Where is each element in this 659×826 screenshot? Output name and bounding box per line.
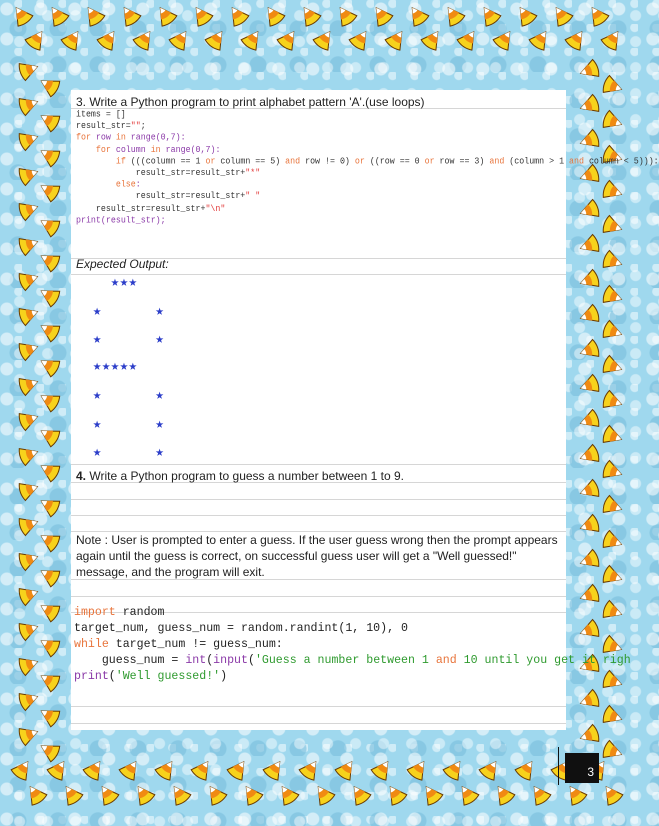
expected-output-label: Expected Output:: [76, 257, 169, 271]
candy-corn-icon: [528, 27, 553, 52]
candy-corn-icon: [117, 3, 142, 28]
code-line: while target_num != guess_num:: [74, 638, 283, 651]
candy-corn-icon: [17, 548, 40, 571]
candy-corn-icon: [578, 584, 601, 607]
candy-corn-icon: [578, 199, 601, 222]
candy-corn-icon: [262, 757, 287, 782]
candy-corn-icon: [601, 740, 624, 763]
candy-corn-icon: [37, 493, 62, 518]
candy-corn-icon: [601, 215, 624, 238]
candy-corn-icon: [189, 3, 214, 28]
candy-corn-icon: [492, 27, 517, 52]
candy-corn-icon: [405, 3, 430, 28]
candy-corn-icon: [37, 108, 62, 133]
candy-corn-icon: [456, 27, 481, 52]
candy-corn-icon: [95, 782, 120, 807]
candy-corn-icon: [601, 425, 624, 448]
code-line: else:: [115, 180, 141, 191]
candy-corn-icon: [601, 460, 624, 483]
candy-corn-icon: [578, 269, 601, 292]
candy-corn-icon: [578, 409, 601, 432]
candy-corn-icon: [17, 268, 40, 291]
candy-corn-icon: [601, 75, 624, 98]
candy-corn-icon: [334, 757, 359, 782]
code-line: target_num, guess_num = random.randint(1, 10), 0: [74, 622, 408, 635]
candy-corn-icon: [601, 565, 624, 588]
candy-corn-icon: [578, 374, 601, 397]
question-4-text: Write a Python program to guess a number between 1 to 9.: [86, 469, 404, 483]
candy-corn-icon: [45, 3, 70, 28]
candy-corn-icon: [10, 757, 35, 782]
question-4-title: [76, 469, 404, 483]
candy-corn-icon: [17, 128, 40, 151]
candy-corn-icon: [514, 757, 539, 782]
candy-corn-icon: [369, 3, 394, 28]
candy-corn-icon: [563, 782, 588, 807]
candy-corn-icon: [601, 110, 624, 133]
candy-corn-icon: [203, 782, 228, 807]
candy-corn-icon: [261, 3, 286, 28]
code-line: guess_num = int(input('Guess a number between 1 and 10 until you get it righ: [74, 654, 631, 667]
candy-corn-icon: [601, 250, 624, 273]
page-number: 3: [587, 765, 594, 779]
candy-corn-icon: [601, 180, 624, 203]
candy-corn-icon: [17, 93, 40, 116]
candy-corn-icon: [37, 178, 62, 203]
candy-corn-icon: [37, 318, 62, 343]
candy-corn-icon: [17, 338, 40, 361]
candy-corn-icon: [225, 3, 250, 28]
candy-corn-icon: [81, 3, 106, 28]
candy-corn-icon: [17, 688, 40, 711]
candy-corn-icon: [333, 3, 358, 28]
candy-corn-icon: [578, 339, 601, 362]
candy-corn-icon: [585, 3, 610, 28]
candy-corn-icon: [131, 782, 156, 807]
code-line: result_str=result_str+" ": [76, 192, 261, 202]
candy-corn-icon: [527, 782, 552, 807]
candy-corn-icon: [384, 27, 409, 52]
candy-corn-icon: [578, 304, 601, 327]
code-line: items = []: [76, 110, 126, 120]
candy-corn-icon: [601, 320, 624, 343]
candy-corn-icon: [37, 633, 62, 658]
code-line: print(result_str);: [76, 215, 166, 226]
code-line: for row in range(0,7):: [76, 133, 186, 144]
candy-corn-icon: [601, 285, 624, 308]
candy-corn-icon: [17, 723, 40, 746]
question-4-number: 4.: [76, 469, 87, 483]
candy-corn-icon: [37, 283, 62, 308]
code-line: import random: [74, 606, 165, 619]
expected-output-row: ★ ★: [84, 331, 165, 347]
candy-corn-icon: [406, 757, 431, 782]
question-4-code: [74, 605, 631, 685]
candy-corn-icon: [601, 355, 624, 378]
candy-corn-icon: [17, 653, 40, 676]
candy-corn-icon: [24, 27, 49, 52]
candy-corn-icon: [420, 27, 445, 52]
candy-corn-icon: [17, 303, 40, 326]
candy-corn-icon: [17, 478, 40, 501]
candy-corn-icon: [37, 738, 62, 763]
candy-corn-icon: [578, 689, 601, 712]
candy-corn-icon: [17, 443, 40, 466]
candy-corn-icon: [9, 3, 34, 28]
candy-corn-icon: [37, 598, 62, 623]
candy-corn-icon: [419, 782, 444, 807]
candy-corn-icon: [17, 373, 40, 396]
candy-corn-icon: [441, 3, 466, 28]
candy-corn-icon: [578, 94, 601, 117]
candy-corn-icon: [96, 27, 121, 52]
candy-corn-icon: [599, 782, 624, 807]
candy-corn-icon: [17, 408, 40, 431]
candy-corn-icon: [298, 757, 323, 782]
code-line: print('Well guessed!'): [74, 670, 228, 683]
code-line: result_str=result_str+"\n": [76, 204, 226, 214]
candy-corn-icon: [601, 530, 624, 553]
candy-corn-icon: [37, 388, 62, 413]
candy-corn-icon: [601, 495, 624, 518]
expected-output-row: ★★★★★: [84, 358, 138, 374]
candy-corn-icon: [297, 3, 322, 28]
candy-corn-icon: [275, 782, 300, 807]
candy-corn-icon: [37, 73, 62, 98]
expected-output-row: ★ ★: [84, 303, 165, 319]
candy-corn-icon: [578, 724, 601, 747]
candy-corn-icon: [37, 563, 62, 588]
candy-corn-icon: [601, 705, 624, 728]
candy-corn-icon: [601, 390, 624, 413]
candy-corn-icon: [154, 757, 179, 782]
candy-corn-icon: [455, 782, 480, 807]
candy-corn-icon: [37, 213, 62, 238]
expected-output-row: ★ ★: [84, 387, 165, 403]
question-3-code: [76, 109, 659, 227]
candy-corn-icon: [37, 458, 62, 483]
candy-corn-icon: [37, 528, 62, 553]
candy-corn-icon: [348, 27, 373, 52]
candy-corn-icon: [226, 757, 251, 782]
candy-corn-icon: [37, 668, 62, 693]
candy-corn-icon: [549, 3, 574, 28]
page-number-box: [565, 753, 599, 783]
candy-corn-icon: [578, 444, 601, 467]
candy-corn-icon: [37, 353, 62, 378]
candy-corn-icon: [383, 782, 408, 807]
candy-corn-icon: [578, 234, 601, 257]
candy-corn-icon: [239, 782, 264, 807]
candy-corn-icon: [17, 583, 40, 606]
code-line: result_str="";: [76, 121, 146, 132]
candy-corn-icon: [153, 3, 178, 28]
code-line: for column in range(0,7):: [95, 145, 221, 155]
candy-corn-icon: [17, 618, 40, 641]
candy-corn-icon: [37, 248, 62, 273]
candy-corn-icon: [491, 782, 516, 807]
candy-corn-icon: [23, 782, 48, 807]
candy-corn-icon: [601, 600, 624, 623]
code-line: result_str=result_str+"*": [76, 168, 261, 179]
candy-corn-icon: [59, 782, 84, 807]
candy-corn-icon: [17, 513, 40, 536]
candy-corn-icon: [477, 3, 502, 28]
candy-corn-icon: [240, 27, 265, 52]
candy-corn-icon: [276, 27, 301, 52]
candy-corn-icon: [132, 27, 157, 52]
candy-corn-icon: [601, 670, 624, 693]
candy-corn-icon: [82, 757, 107, 782]
candy-corn-icon: [37, 423, 62, 448]
candy-corn-icon: [17, 233, 40, 256]
candy-corn-icon: [167, 782, 192, 807]
candy-corn-icon: [311, 782, 336, 807]
code-line: if (((column == 1 or column == 5) and row != 0) or ((row == 0 or row == 3) and (column > 1 and column < 5))):: [115, 157, 659, 167]
candy-corn-icon: [17, 163, 40, 186]
candy-corn-icon: [578, 164, 601, 187]
candy-corn-icon: [118, 757, 143, 782]
candy-corn-icon: [578, 479, 601, 502]
question-4-note: Note : User is prompted to enter a guess. If the user guess wrong then the prompt appears again until the guess is correct, on successful guess user will get a "Well guessed!" message, and the program will exit.: [76, 533, 558, 579]
page-number-rule: [558, 747, 559, 785]
candy-corn-icon: [600, 27, 625, 52]
candy-corn-icon: [513, 3, 538, 28]
candy-corn-icon: [204, 27, 229, 52]
candy-corn-icon: [578, 514, 601, 537]
candy-corn-icon: [578, 549, 601, 572]
candy-corn-icon: [347, 782, 372, 807]
candy-corn-icon: [370, 757, 395, 782]
candy-corn-icon: [17, 58, 40, 81]
candy-corn-icon: [37, 703, 62, 728]
expected-output-row: ★★★: [84, 274, 138, 290]
candy-corn-icon: [37, 143, 62, 168]
candy-corn-icon: [190, 757, 215, 782]
candy-corn-icon: [442, 757, 467, 782]
candy-corn-icon: [168, 27, 193, 52]
question-3-title: 3. Write a Python program to print alphabet pattern 'A'.(use loops): [76, 95, 425, 109]
candy-corn-icon: [578, 619, 601, 642]
candy-corn-icon: [60, 27, 85, 52]
candy-corn-icon: [564, 27, 589, 52]
expected-output-row: ★ ★: [84, 416, 165, 432]
expected-output-row: ★ ★: [84, 444, 165, 460]
candy-corn-icon: [17, 198, 40, 221]
candy-corn-icon: [578, 59, 601, 82]
candy-corn-icon: [312, 27, 337, 52]
candy-corn-icon: [578, 129, 601, 152]
candy-corn-icon: [478, 757, 503, 782]
